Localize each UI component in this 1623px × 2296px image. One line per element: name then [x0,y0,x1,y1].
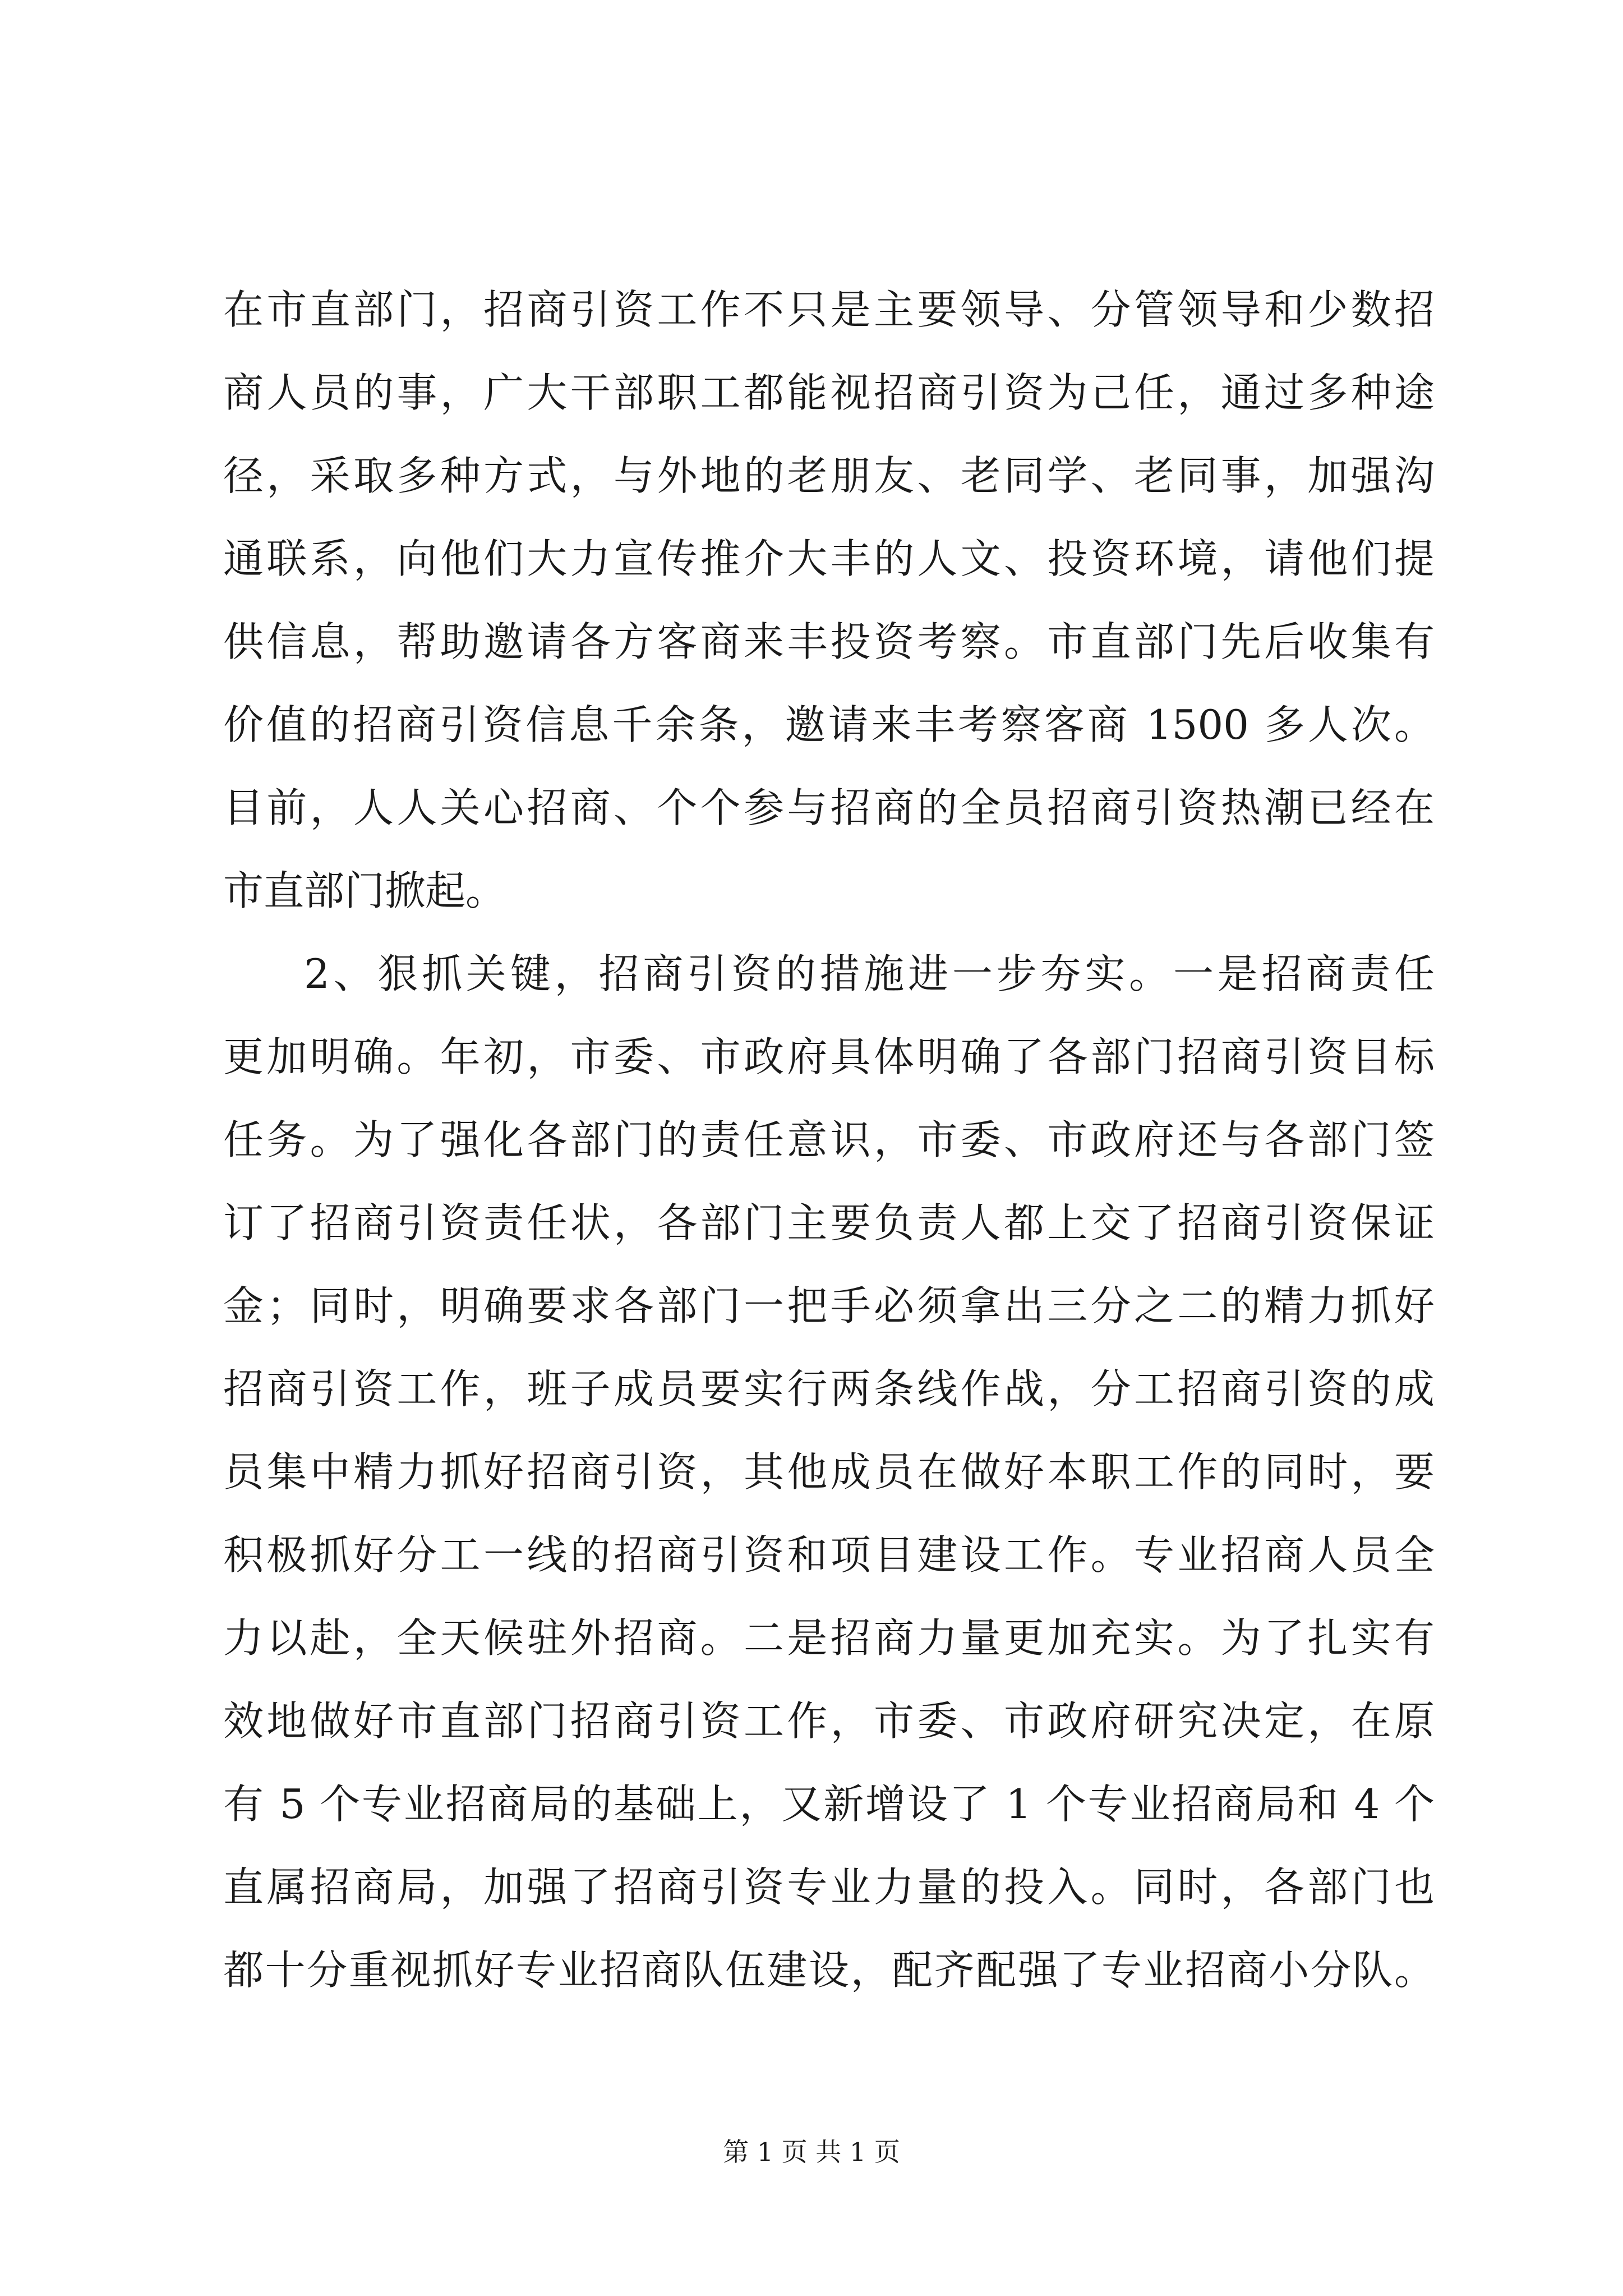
text-line: 价值的招商引资信息千余条，邀请来丰考察客商 1500 多人次。 [223,701,1435,748]
text-line: 市直部门掀起。 [223,867,506,914]
text-line: 力以赴，全天候驻外招商。二是招商力量更加充实。为了扎实有 [223,1614,1435,1662]
text-line: 效地做好市直部门招商引资工作，市委、市政府研究决定，在原 [223,1697,1435,1745]
body-text [223,268,1435,2012]
text-line: 更加明确。年初，市委、市政府具体明确了各部门招商引资目标 [223,1033,1435,1080]
paragraph-first-line: 2、狠抓关键，招商引资的措施进一步夯实。一是招商责任 [304,950,1435,997]
text-line: 都十分重视抓好专业招商队伍建设，配齐配强了专业招商小分队。 [223,1947,1435,1994]
text-line: 在市直部门，招商引资工作不只是主要领导、分管领导和少数招 [223,286,1435,333]
text-line: 员集中精力抓好招商引资，其他成员在做好本职工作的同时，要 [223,1448,1435,1496]
text-line: 任务。为了强化各部门的责任意识，市委、市政府还与各部门签 [223,1116,1435,1163]
text-line: 通联系，向他们大力宣传推介大丰的人文、投资环境，请他们提 [223,535,1435,582]
text-line: 商人员的事，广大干部职工都能视招商引资为己任，通过多种途 [223,369,1435,416]
text-line: 订了招商引资责任状，各部门主要负责人都上交了招商引资保证 [223,1199,1435,1246]
text-line: 供信息，帮助邀请各方客商来丰投资考察。市直部门先后收集有 [223,618,1435,665]
page-footer: 第 1 页 共 1 页 [723,2137,900,2167]
text-line: 直属招商局，加强了招商引资专业力量的投入。同时，各部门也 [223,1864,1435,1911]
text-line: 招商引资工作，班子成员要实行两条线作战，分工招商引资的成 [223,1365,1435,1412]
text-line: 积极抓好分工一线的招商引资和项目建设工作。专业招商人员全 [223,1531,1435,1579]
text-line: 有 5 个专业招商局的基础上，又新增设了 1 个专业招商局和 4 个 [223,1780,1435,1828]
text-line: 目前，人人关心招商、个个参与招商的全员招商引资热潮已经在 [223,784,1435,831]
text-line: 金；同时，明确要求各部门一把手必须拿出三分之二的精力抓好 [223,1282,1435,1329]
text-line: 径，采取多种方式，与外地的老朋友、老同学、老同事，加强沟 [223,452,1435,499]
